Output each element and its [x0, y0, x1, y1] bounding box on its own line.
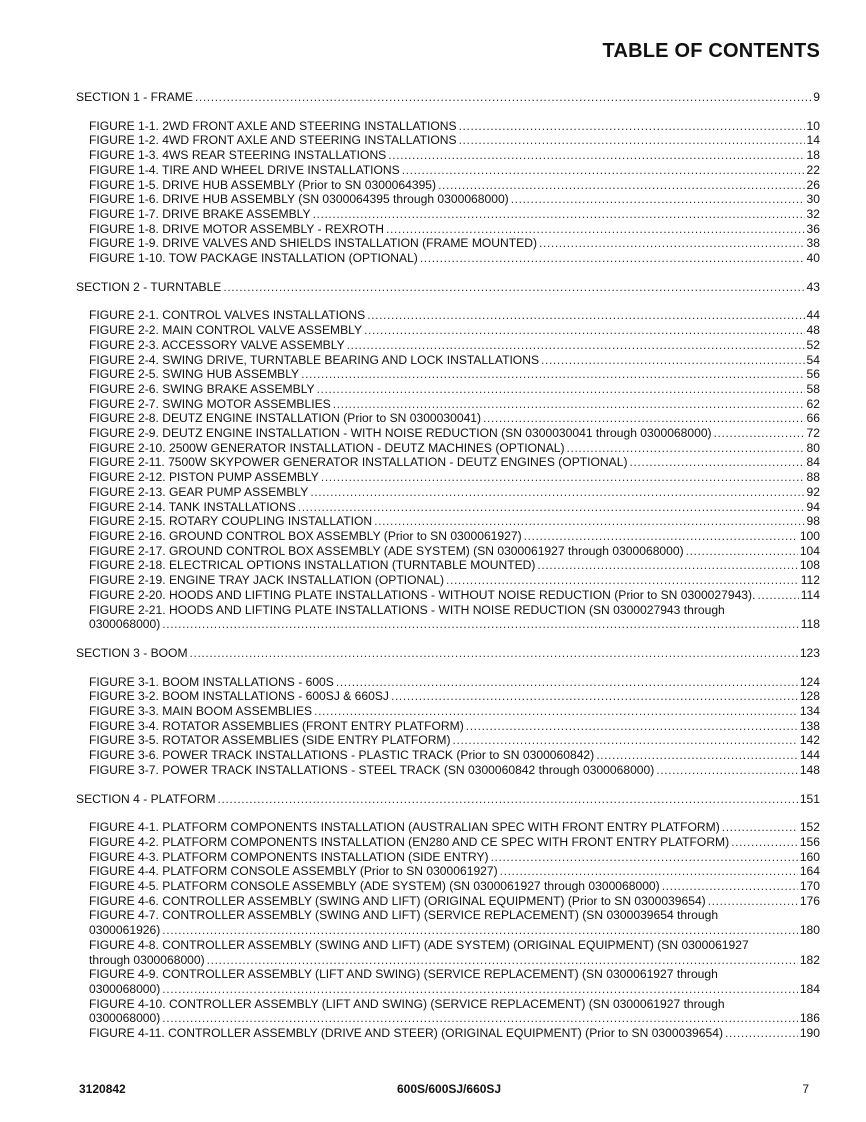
toc-section-entry[interactable]	[76, 280, 820, 295]
figure-label: FIGURE 2-6. SWING BRAKE ASSEMBLY	[89, 381, 315, 396]
figure-page-number: 118	[800, 617, 820, 632]
dot-leader	[347, 338, 805, 353]
footer-page-number: 7	[802, 1082, 809, 1096]
figure-page-number: 134	[799, 704, 820, 719]
figure-label: FIGURE 3-3. MAIN BOOM ASSEMBLIES	[89, 704, 313, 719]
dot-leader	[567, 441, 805, 456]
dot-leader	[662, 879, 798, 894]
figure-page-number: 54	[806, 352, 820, 367]
figure-page-number: 80	[806, 440, 820, 455]
toc-figure-entry[interactable]	[76, 411, 820, 426]
dot-leader	[367, 308, 804, 323]
figure-label-continuation-row	[89, 1011, 820, 1026]
figure-label: FIGURE 2-13. GEAR PUMP ASSEMBLY	[89, 484, 309, 499]
dot-leader	[491, 850, 798, 865]
figure-label: FIGURE 2-8. DEUTZ ENGINE INSTALLATION (Prior to SN 0300030041)	[89, 411, 482, 426]
toc-figure-entry[interactable]	[76, 529, 820, 544]
toc-figure-entry[interactable]	[76, 514, 820, 529]
figure-page-number: 92	[806, 484, 820, 499]
toc-figure-entry[interactable]	[76, 675, 820, 690]
toc-figure-entry[interactable]	[76, 603, 820, 632]
toc-figure-entry[interactable]	[76, 119, 820, 134]
figure-label: FIGURE 1-3. 4WS REAR STEERING INSTALLATIONS	[89, 148, 387, 163]
figure-page-number: 22	[806, 162, 820, 177]
toc-figure-entry[interactable]	[76, 719, 820, 734]
dot-leader	[336, 675, 798, 690]
toc-figure-entry[interactable]	[76, 426, 820, 441]
figure-page-number: 32	[806, 206, 820, 221]
figure-label: FIGURE 2-1. CONTROL VALVES INSTALLATIONS	[89, 308, 366, 323]
figure-page-number: 72	[806, 426, 820, 441]
figure-page-number: 98	[806, 514, 820, 529]
dot-leader	[162, 617, 798, 632]
dot-leader	[388, 148, 804, 163]
toc-figure-entry[interactable]	[76, 733, 820, 748]
dot-leader	[722, 820, 798, 835]
dot-leader	[402, 163, 805, 178]
figure-page-number: 128	[799, 689, 820, 704]
figure-label-continuation-row	[89, 953, 820, 968]
dot-leader	[757, 588, 798, 603]
figure-label: FIGURE 2-20. HOODS AND LIFTING PLATE INSTALLATIONS - WITHOUT NOISE REDUCTION (Prior to SN 0300027943).	[89, 587, 756, 602]
dot-leader	[374, 514, 804, 529]
figure-label: FIGURE 2-3. ACCESSORY VALVE ASSEMBLY	[89, 337, 345, 352]
toc-section-entry[interactable]	[76, 90, 820, 105]
toc-figure-entry[interactable]	[76, 148, 820, 163]
toc-figure-entry[interactable]	[76, 178, 820, 193]
footer-model: 600S/600SJ/660SJ	[397, 1082, 502, 1096]
figure-page-number: 124	[799, 674, 820, 689]
figure-label-continuation-row	[89, 982, 820, 997]
figure-label-continuation-row	[89, 617, 820, 632]
figure-label: FIGURE 3-2. BOOM INSTALLATIONS - 600SJ & 660SJ	[89, 689, 389, 704]
figure-page-number: 186	[799, 1011, 820, 1026]
figure-page-number: 14	[806, 133, 820, 148]
toc-figure-entry[interactable]	[76, 850, 820, 865]
figure-label-continuation: 0300068000)	[89, 617, 161, 632]
figure-page-number: 88	[806, 470, 820, 485]
section-label: SECTION 2 - TURNTABLE	[76, 279, 222, 294]
dot-leader	[524, 529, 798, 544]
figure-label: FIGURE 4-8. CONTROLLER ASSEMBLY (SWING AND LIFT) (ADE SYSTEM) (ORIGINAL EQUIPMENT) (SN 0300061927	[89, 937, 749, 952]
dot-leader	[500, 864, 798, 879]
dot-leader	[656, 763, 798, 778]
figure-page-number: 190	[799, 1026, 820, 1041]
toc-figure-entry[interactable]	[76, 441, 820, 456]
dot-leader	[446, 573, 799, 588]
figure-label: FIGURE 4-1. PLATFORM COMPONENTS INSTALLATION (AUSTRALIAN SPEC WITH FRONT ENTRY PLATFORM)	[89, 820, 720, 835]
figure-label: FIGURE 2-17. GROUND CONTROL BOX ASSEMBLY (ADE SYSTEM) (SN 0300061927 through 0300068000)	[89, 543, 684, 558]
toc-figure-entry[interactable]	[76, 967, 820, 996]
figure-label: FIGURE 1-4. TIRE AND WHEEL DRIVE INSTALLATIONS	[89, 162, 400, 177]
figure-page-number: 44	[806, 308, 820, 323]
toc-figure-entry[interactable]	[76, 997, 820, 1026]
figure-label-continuation-row	[89, 923, 820, 938]
figure-page-number: 170	[799, 879, 820, 894]
dot-leader	[190, 646, 798, 661]
dot-leader	[313, 207, 805, 222]
toc-figure-entry[interactable]	[76, 485, 820, 500]
footer-doc-number: 3120842	[79, 1082, 126, 1096]
dot-leader	[731, 835, 798, 850]
figure-label: FIGURE 1-10. TOW PACKAGE INSTALLATION (OPTIONAL)	[89, 251, 418, 266]
figure-label: FIGURE 2-14. TANK INSTALLATIONS	[89, 499, 296, 514]
toc-figure-entry[interactable]	[76, 367, 820, 382]
figure-label: FIGURE 2-11. 7500W SKYPOWER GENERATOR INSTALLATION - DEUTZ ENGINES (OPTIONAL)	[89, 455, 628, 470]
dot-leader	[459, 133, 805, 148]
figure-page-number: 184	[799, 981, 820, 996]
toc-figure-entry[interactable]	[76, 820, 820, 835]
toc-figure-entry[interactable]	[76, 879, 820, 894]
figure-label: FIGURE 3-6. POWER TRACK INSTALLATIONS - PLASTIC TRACK (Prior to SN 0300060842)	[89, 748, 595, 763]
figure-page-number: 104	[799, 543, 820, 558]
dot-leader	[459, 119, 805, 134]
toc-figure-entry[interactable]	[76, 835, 820, 850]
figure-label: FIGURE 2-18. ELECTRICAL OPTIONS INSTALLATION (TURNTABLE MOUNTED)	[89, 558, 536, 573]
toc-figure-entry[interactable]	[76, 236, 820, 251]
section-page-number: 43	[806, 279, 820, 294]
figure-label: FIGURE 2-21. HOODS AND LIFTING PLATE INSTALLATIONS - WITH NOISE REDUCTION (SN 0300027943 through	[89, 602, 725, 617]
figure-label: FIGURE 1-6. DRIVE HUB ASSEMBLY (SN 0300064395 through 0300068000)	[89, 192, 509, 207]
figure-label: FIGURE 1-8. DRIVE MOTOR ASSEMBLY - REXROTH	[89, 221, 385, 236]
toc-figure-entry[interactable]	[76, 323, 820, 338]
toc-figure-entry[interactable]	[76, 864, 820, 879]
dot-leader	[310, 485, 804, 500]
toc-figure-entry[interactable]	[76, 192, 820, 207]
figure-page-number: 58	[806, 381, 820, 396]
figure-label: FIGURE 2-9. DEUTZ ENGINE INSTALLATION - WITH NOISE REDUCTION (SN 0300030041 through 0300068000)	[89, 426, 712, 441]
figure-page-number: 94	[806, 499, 820, 514]
dot-leader	[321, 470, 805, 485]
toc-figure-entry[interactable]	[76, 455, 820, 470]
toc-figure-entry[interactable]	[76, 222, 820, 237]
toc-figure-entry[interactable]	[76, 704, 820, 719]
figure-label: FIGURE 4-7. CONTROLLER ASSEMBLY (SWING AND LIFT) (SERVICE REPLACEMENT) (SN 0300039654 through	[89, 908, 719, 923]
figure-label: FIGURE 4-9. CONTROLLER ASSEMBLY (LIFT AND SWING) (SERVICE REPLACEMENT) (SN 0300061927 through	[89, 967, 718, 982]
dot-leader	[364, 323, 804, 338]
toc-section-entry[interactable]	[76, 792, 820, 807]
section-label: SECTION 1 - FRAME	[76, 90, 193, 104]
figure-page-number: 18	[806, 148, 820, 163]
dot-leader	[162, 982, 798, 997]
figure-label-continuation: 0300068000)	[89, 981, 161, 996]
figure-page-number: 180	[799, 923, 820, 938]
figure-label: FIGURE 2-16. GROUND CONTROL BOX ASSEMBLY (Prior to SN 0300061927)	[89, 528, 522, 543]
section-page-number: 123	[799, 645, 820, 660]
dot-leader	[223, 280, 804, 295]
figure-label: FIGURE 2-4. SWING DRIVE, TURNTABLE BEARING AND LOCK INSTALLATIONS	[89, 352, 540, 367]
toc-figure-entry[interactable]	[76, 894, 820, 909]
toc-figure-entry[interactable]	[76, 163, 820, 178]
figure-label-continuation: through 0300068000)	[89, 952, 205, 967]
dot-leader	[333, 397, 805, 412]
dot-leader	[714, 426, 805, 441]
toc-figure-entry[interactable]	[76, 748, 820, 763]
table-of-contents	[76, 90, 820, 1041]
figure-page-number: 152	[799, 820, 820, 835]
dot-leader	[301, 367, 804, 382]
dot-leader	[725, 1026, 798, 1041]
figure-label: FIGURE 4-11. CONTROLLER ASSEMBLY (DRIVE AND STEER) (ORIGINAL EQUIPMENT) (Prior to SN 0300039654)	[89, 1026, 723, 1041]
figure-label: FIGURE 2-19. ENGINE TRAY JACK INSTALLATION (OPTIONAL)	[89, 573, 445, 588]
figure-label: FIGURE 1-9. DRIVE VALVES AND SHIELDS INSTALLATION (FRAME MOUNTED)	[89, 236, 537, 251]
toc-figure-entry[interactable]	[76, 353, 820, 368]
toc-figure-entry[interactable]	[76, 908, 820, 937]
figure-page-number: 62	[806, 396, 820, 411]
figure-page-number: 176	[799, 893, 820, 908]
figure-page-number: 36	[806, 221, 820, 236]
toc-figure-entry[interactable]	[76, 500, 820, 515]
figure-label: FIGURE 4-4. PLATFORM CONSOLE ASSEMBLY (Prior to SN 0300061927)	[89, 864, 498, 879]
figure-label: FIGURE 2-5. SWING HUB ASSEMBLY	[89, 367, 300, 382]
dot-leader	[453, 733, 798, 748]
toc-figure-entry[interactable]	[76, 308, 820, 323]
dot-leader	[207, 953, 798, 968]
dot-leader	[541, 353, 805, 368]
figure-label: FIGURE 3-5. ROTATOR ASSEMBLIES (SIDE ENTRY PLATFORM)	[89, 733, 451, 748]
figure-label: FIGURE 1-1. 2WD FRONT AXLE AND STEERING INSTALLATIONS	[89, 118, 457, 133]
figure-label: FIGURE 2-15. ROTARY COUPLING INSTALLATION	[89, 514, 373, 529]
figure-page-number: 26	[806, 177, 820, 192]
dot-leader	[162, 923, 798, 938]
dot-leader	[438, 178, 804, 193]
section-page-number: 151	[799, 791, 820, 806]
figure-label: FIGURE 4-2. PLATFORM COMPONENTS INSTALLATION (EN280 AND CE SPEC WITH FRONT ENTRY PLATFORM)	[89, 834, 730, 849]
figure-label: FIGURE 3-1. BOOM INSTALLATIONS - 600S	[89, 674, 334, 689]
dot-leader	[539, 236, 805, 251]
figure-label: FIGURE 1-5. DRIVE HUB ASSEMBLY (Prior to SN 0300064395)	[89, 177, 437, 192]
toc-figure-entry[interactable]	[76, 251, 820, 266]
toc-figure-entry[interactable]	[76, 558, 820, 573]
dot-leader	[218, 792, 798, 807]
figure-page-number: 112	[800, 573, 820, 588]
dot-leader	[391, 689, 798, 704]
figure-label: FIGURE 2-12. PISTON PUMP ASSEMBLY	[89, 470, 319, 485]
figure-page-number: 48	[806, 323, 820, 338]
toc-figure-entry[interactable]	[76, 207, 820, 222]
figure-page-number: 160	[799, 849, 820, 864]
figure-page-number: 52	[806, 337, 820, 352]
dot-leader	[708, 894, 798, 909]
figure-label: FIGURE 3-4. ROTATOR ASSEMBLIES (FRONT ENTRY PLATFORM)	[89, 718, 464, 733]
toc-figure-entry[interactable]	[76, 133, 820, 148]
dot-leader	[511, 192, 805, 207]
figure-label: FIGURE 2-10. 2500W GENERATOR INSTALLATION - DEUTZ MACHINES (OPTIONAL)	[89, 440, 565, 455]
dot-leader	[466, 719, 798, 734]
toc-figure-entry[interactable]	[76, 470, 820, 485]
figure-page-number: 148	[799, 762, 820, 777]
figure-page-number: 38	[806, 236, 820, 251]
figure-page-number: 144	[799, 748, 820, 763]
figure-page-number: 138	[799, 718, 820, 733]
toc-figure-entry[interactable]	[76, 397, 820, 412]
toc-figure-entry[interactable]	[76, 338, 820, 353]
section-label: SECTION 3 - BOOM	[76, 645, 188, 660]
figure-page-number: 56	[806, 367, 820, 382]
figure-page-number: 182	[799, 952, 820, 967]
toc-figure-entry[interactable]	[76, 1026, 820, 1041]
toc-figure-entry[interactable]	[76, 763, 820, 778]
toc-figure-entry[interactable]	[76, 382, 820, 397]
figure-page-number: 142	[799, 733, 820, 748]
figure-page-number: 108	[799, 558, 820, 573]
figure-page-number: 10	[806, 118, 820, 133]
dot-leader	[537, 558, 797, 573]
dot-leader	[195, 90, 811, 105]
toc-figure-entry[interactable]	[76, 588, 820, 603]
figure-page-number: 114	[800, 587, 820, 602]
figure-label: FIGURE 3-7. POWER TRACK INSTALLATIONS - STEEL TRACK (SN 0300060842 through 0300068000)	[89, 762, 655, 777]
dot-leader	[314, 704, 798, 719]
dot-leader	[386, 222, 805, 237]
figure-label: FIGURE 4-3. PLATFORM COMPONENTS INSTALLATION (SIDE ENTRY)	[89, 849, 489, 864]
figure-page-number: 66	[806, 411, 820, 426]
figure-label: FIGURE 1-7. DRIVE BRAKE ASSEMBLY	[89, 206, 311, 221]
figure-page-number: 84	[806, 455, 820, 470]
toc-figure-entry[interactable]	[76, 544, 820, 559]
figure-label-continuation: 0300061926)	[89, 923, 161, 938]
figure-label: FIGURE 2-7. SWING MOTOR ASSEMBLIES	[89, 396, 331, 411]
dot-leader	[596, 748, 798, 763]
page-title: TABLE OF CONTENTS	[602, 40, 820, 62]
toc-section-entry[interactable]	[76, 646, 820, 661]
section-label: SECTION 4 - PLATFORM	[76, 791, 216, 806]
dot-leader	[483, 411, 805, 426]
figure-label: FIGURE 1-2. 4WD FRONT AXLE AND STEERING INSTALLATIONS	[89, 133, 457, 148]
toc-figure-entry[interactable]	[76, 938, 820, 967]
figure-page-number: 164	[799, 864, 820, 879]
figure-label: FIGURE 4-5. PLATFORM CONSOLE ASSEMBLY (ADE SYSTEM) (SN 0300061927 through 0300068000)	[89, 879, 660, 894]
dot-leader	[298, 500, 805, 515]
figure-label: FIGURE 2-2. MAIN CONTROL VALVE ASSEMBLY	[89, 323, 363, 338]
figure-label-continuation: 0300068000)	[89, 1011, 161, 1026]
toc-figure-entry[interactable]	[76, 689, 820, 704]
figure-label: FIGURE 4-6. CONTROLLER ASSEMBLY (SWING AND LIFT) (ORIGINAL EQUIPMENT) (Prior to SN 0300039654)	[89, 893, 706, 908]
dot-leader	[630, 455, 805, 470]
toc-figure-entry[interactable]	[76, 573, 820, 588]
figure-label: FIGURE 4-10. CONTROLLER ASSEMBLY (LIFT AND SWING) (SERVICE REPLACEMENT) (SN 0300061927 through	[89, 996, 725, 1011]
dot-leader	[317, 382, 805, 397]
figure-page-number: 30	[806, 192, 820, 207]
figure-page-number: 100	[799, 528, 820, 543]
figure-page-number: 40	[806, 251, 820, 266]
figure-page-number: 156	[799, 834, 820, 849]
dot-leader	[162, 1011, 798, 1026]
dot-leader	[686, 544, 798, 559]
dot-leader	[420, 251, 805, 266]
section-page-number: 9	[813, 90, 820, 104]
